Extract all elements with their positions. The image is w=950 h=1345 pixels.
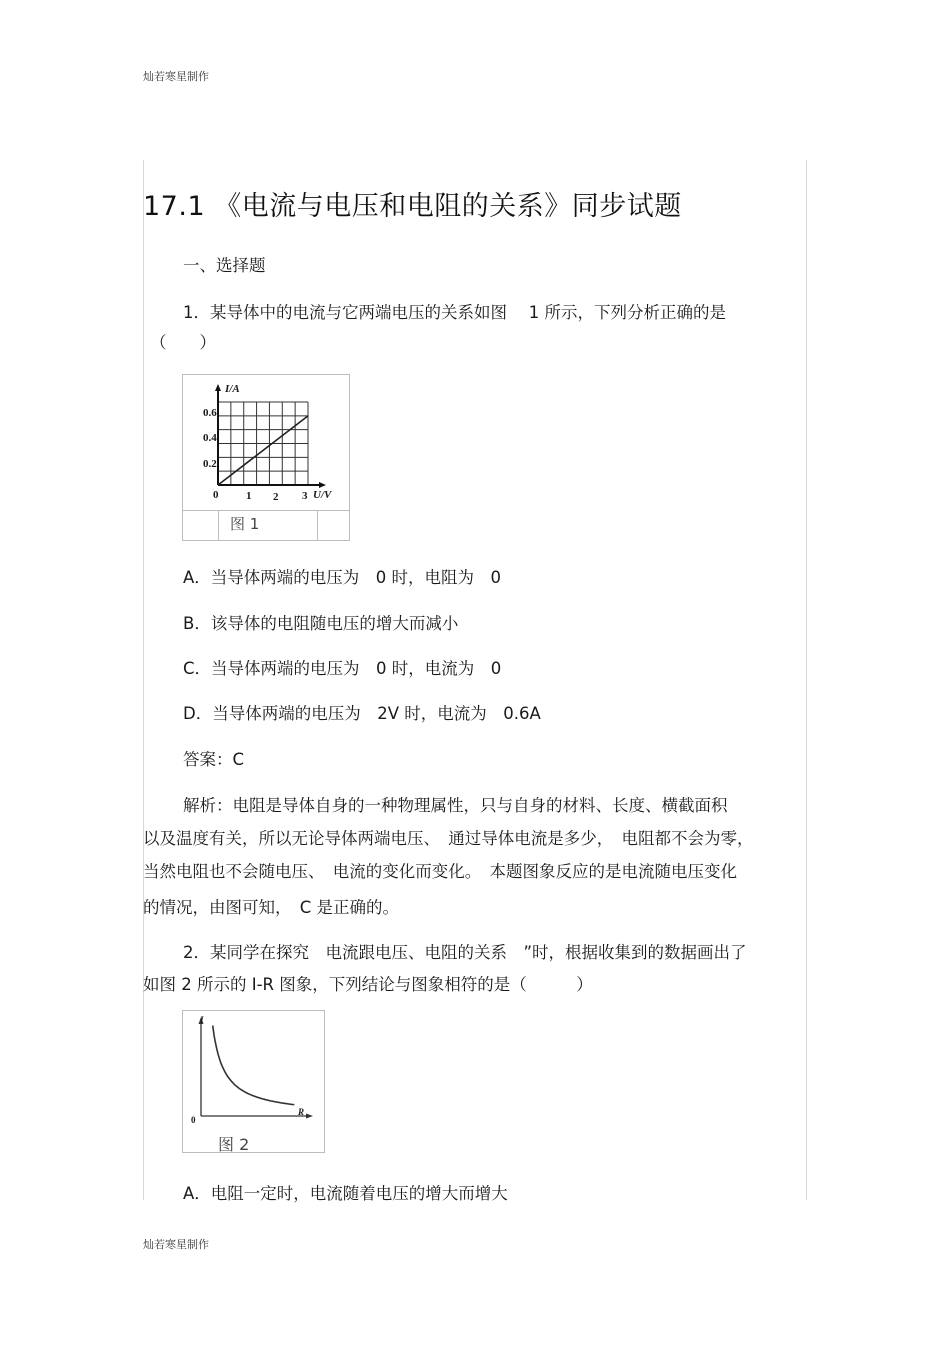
- figure-1-origin: 0: [213, 489, 219, 501]
- q2-stem-line1: 2．某同学在探究 电流跟电压、电阻的关系 ”时，根据收集到的数据画出了: [183, 943, 747, 962]
- q1-stem-line1: 1．某导体中的电流与它两端电压的关系如图 1 所示，下列分析正确的是: [183, 303, 726, 322]
- figure-1-caption-divider: [183, 510, 349, 511]
- q2-stem-line2: 如图 2 所示的 I-R 图象，下列结论与图象相符的是（ ）: [143, 975, 593, 994]
- figure-2-xlabel: R: [298, 1107, 305, 1117]
- figure-2: [182, 1010, 325, 1153]
- figure-1-y-arrow: [215, 384, 221, 391]
- footer-watermark: 灿若寒星制作: [143, 1238, 209, 1251]
- q1-answer: 答案：C: [183, 750, 245, 769]
- header-watermark: 灿若寒星制作: [143, 70, 209, 83]
- section-heading: 一、选择题: [183, 256, 266, 275]
- q2-option-a: A．电阻一定时，电流随着电压的增大而增大: [183, 1184, 508, 1203]
- figure-1-ytick-0.4: 0.4: [203, 432, 217, 444]
- figure-1-xtick-1: 1: [246, 490, 252, 502]
- figure-1-ytick-0.2: 0.2: [203, 458, 217, 470]
- q1-option-b: B．该导体的电阻随电压的增大而减小: [183, 614, 459, 633]
- q1-analysis-line3: 当然电阻也不会随电压、 电流的变化而变化。 本题图象反应的是电流随电压变化: [143, 862, 737, 881]
- figure-2-caption: 图 2: [218, 1135, 250, 1154]
- figure-2-data-curve: [213, 1026, 295, 1105]
- figure-1-xlabel: U/V: [313, 489, 332, 501]
- figure-1-caption-cell-right: [317, 510, 318, 540]
- figure-1-data-line: [218, 416, 308, 485]
- figure-2-ylabel: I: [200, 1015, 204, 1025]
- figure-1-caption: 图 1: [230, 515, 260, 533]
- page-border-right: [806, 160, 807, 1200]
- q1-analysis-line1: 解析：电阻是导体自身的一种物理属性，只与自身的材料、长度、横截面积: [183, 796, 728, 815]
- q1-option-c: C．当导体两端的电压为 0 时，电流为 0: [183, 659, 502, 678]
- figure-2-chart: [183, 1011, 324, 1152]
- figure-2-origin: 0: [191, 1115, 196, 1125]
- figure-1-xtick-3: 3: [302, 490, 308, 502]
- q1-stem-line2: （ ）: [150, 333, 216, 352]
- figure-1-caption-cell-left: [218, 510, 219, 540]
- figure-1-x-arrow: [319, 482, 326, 488]
- figure-1-xtick-2: 2: [273, 491, 279, 503]
- page-title: 17.1 《电流与电压和电阻的关系》同步试题: [143, 191, 682, 222]
- figure-1-ytick-0.6: 0.6: [203, 407, 217, 419]
- figure-1: [182, 374, 350, 541]
- q1-option-a: A．当导体两端的电压为 0 时，电阻为 0: [183, 568, 502, 587]
- q1-analysis-line2: 以及温度有关，所以无论导体两端电压、 通过导体电流是多少， 电阻都不会为零，: [143, 829, 754, 848]
- q1-analysis-line4: 的情况，由图可知， C 是正确的。: [143, 898, 400, 917]
- q1-option-d: D．当导体两端的电压为 2V 时，电流为 0.6A: [183, 704, 541, 723]
- figure-2-x-arrow: [306, 1114, 313, 1119]
- figure-1-ylabel: I/A: [225, 383, 240, 395]
- page-border-left: [143, 160, 144, 1200]
